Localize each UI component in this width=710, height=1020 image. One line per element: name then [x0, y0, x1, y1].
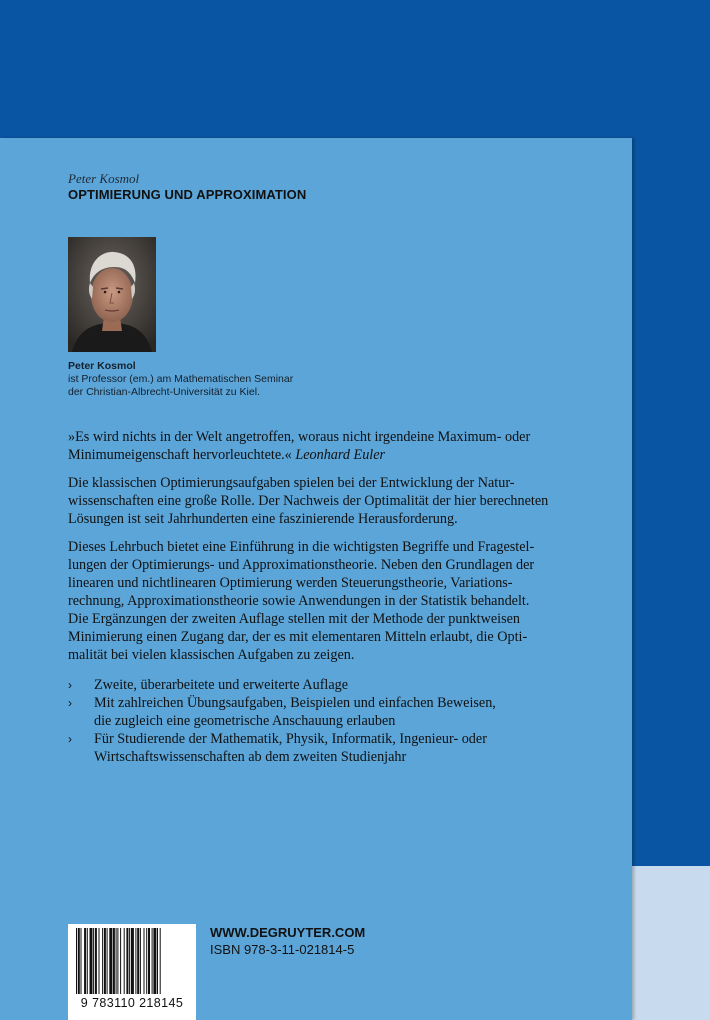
- feature-item: [68, 730, 608, 766]
- feature-line: die zugleich eine geometrische Anschauung erlauben: [94, 713, 396, 729]
- author-name: Peter Kosmol: [68, 171, 140, 186]
- right-blue-band: [632, 138, 710, 866]
- bio-name: Peter Kosmol: [68, 360, 136, 372]
- quote-text: Minimumeigenschaft hervorleuchtete.«: [68, 447, 292, 463]
- paragraph-line: rechnung, Approximationstheorie sowie Anwendungen in der Statistik behandelt.: [68, 593, 530, 609]
- paragraph-line: lungen der Optimierungs- und Approximationstheorie. Neben den Grundlagen der: [68, 557, 535, 573]
- paragraph-line: Die klassischen Optimierungsaufgaben spielen bei der Entwicklung der Natur-: [68, 475, 515, 491]
- barcode-bar: [102, 928, 103, 994]
- euler-quote: [68, 428, 608, 464]
- author-photo: [68, 237, 156, 352]
- paragraph-line: wissenschaften eine große Rolle. Der Nachweis der Optimalität der hier berechneten: [68, 493, 549, 509]
- paragraph-line: Minimierung einen Zugang dar, der es mit elementaren Mitteln erlaubt, die Opti-: [68, 629, 528, 645]
- feature-list: [68, 676, 608, 766]
- barcode-bar: [99, 928, 100, 994]
- barcode-bar: [113, 928, 115, 994]
- isbn-number: ISBN 978-3-11-021814-5: [210, 942, 355, 957]
- barcode-bar: [153, 928, 156, 994]
- quote-attribution: Leonhard Euler: [295, 447, 386, 463]
- barcode-bars: [74, 928, 190, 994]
- barcode-bar: [78, 928, 80, 994]
- barcode-bar: [160, 928, 161, 994]
- barcode-bar: [116, 928, 117, 994]
- isbn-barcode: [68, 924, 196, 1020]
- barcode-bar: [135, 928, 136, 994]
- barcode-bar: [140, 928, 141, 994]
- bio-line: ist Professor (em.) am Mathematischen Seminar: [68, 373, 294, 385]
- barcode-bar: [107, 928, 108, 994]
- author-bio: [68, 360, 293, 399]
- bullet-chevron-icon: ›: [68, 678, 72, 692]
- right-light-band: [632, 866, 710, 1020]
- barcode-bar: [90, 928, 93, 994]
- feature-item: [68, 694, 608, 730]
- barcode-bar: [129, 928, 130, 994]
- barcode-bar: [117, 928, 118, 994]
- intro-paragraph: [68, 474, 608, 528]
- barcode-bar: [137, 928, 139, 994]
- paragraph-line: malität bei vielen klassischen Aufgaben zu zeigen.: [68, 647, 355, 663]
- barcode-bar: [126, 928, 128, 994]
- bullet-chevron-icon: ›: [68, 732, 72, 746]
- barcode-bar: [152, 928, 153, 994]
- barcode-bar: [93, 928, 94, 994]
- barcode-bar: [95, 928, 97, 994]
- barcode-digits: 9 783110 218145: [80, 996, 184, 1010]
- barcode-bar: [76, 928, 77, 994]
- barcode-bar: [109, 928, 112, 994]
- top-blue-band: [0, 0, 710, 138]
- quote-line: »Es wird nichts in der Welt angetroffen, woraus nicht irgendeine Maximum- oder: [68, 429, 531, 445]
- paragraph-line: Die Ergänzungen der zweiten Auflage stellen mit der Methode der punktweisen: [68, 611, 521, 627]
- book-title: OPTIMIERUNG UND APPROXIMATION: [68, 187, 307, 202]
- feature-line: Für Studierende der Mathematik, Physik, Informatik, Ingenieur- oder: [94, 731, 487, 747]
- feature-line: Mit zahlreichen Übungsaufgaben, Beispielen und einfachen Beweisen,: [94, 695, 496, 711]
- feature-item: [68, 676, 608, 694]
- barcode-bar: [148, 928, 150, 994]
- bullet-chevron-icon: ›: [68, 696, 72, 710]
- description-paragraph: [68, 538, 608, 664]
- barcode-bar: [131, 928, 134, 994]
- barcode-bar: [120, 928, 121, 994]
- feature-line: Zweite, überarbeitete und erweiterte Auflage: [94, 677, 349, 693]
- barcode-bar: [124, 928, 125, 994]
- barcode-bar: [144, 928, 145, 994]
- publisher-website[interactable]: WWW.DEGRUYTER.COM: [210, 925, 366, 940]
- paragraph-line: linearen und nichtlinearen Optimierung werden Steuerungstheorie, Variations-: [68, 575, 513, 591]
- barcode-bar: [87, 928, 88, 994]
- feature-line: Wirtschaftswissenschaften ab dem zweiten Studienjahr: [94, 749, 407, 765]
- barcode-bar: [81, 928, 82, 994]
- quote-line: [68, 446, 608, 464]
- paragraph-line: Dieses Lehrbuch bietet eine Einführung in die wichtigsten Begriffe und Fragestel-: [68, 539, 535, 555]
- barcode-bar: [84, 928, 86, 994]
- barcode-bar: [104, 928, 106, 994]
- barcode-bar: [157, 928, 158, 994]
- barcode-bar: [146, 928, 147, 994]
- paragraph-line: Lösungen ist seit Jahrhunderten eine faszinierende Herausforderung.: [68, 511, 458, 527]
- bio-line: der Christian-Albrecht-Universität zu Kiel.: [68, 386, 260, 398]
